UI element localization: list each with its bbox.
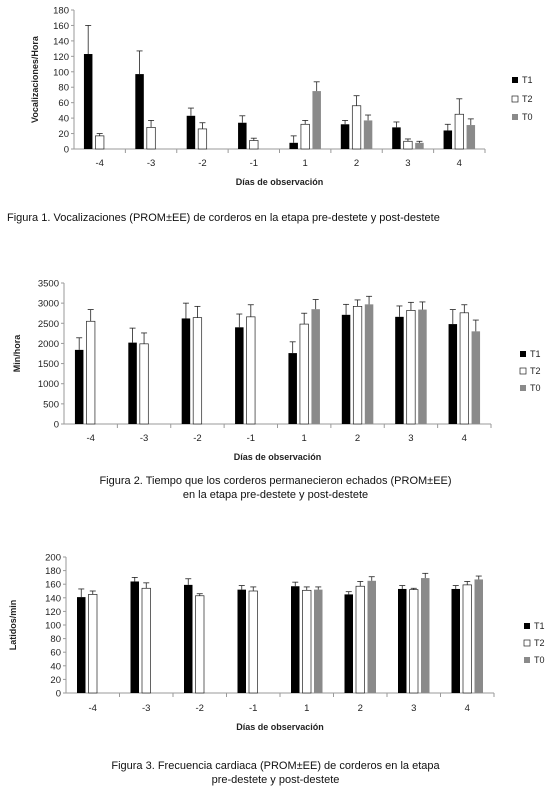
x-tick-label: -3: [142, 703, 151, 714]
bar-t1: [398, 589, 407, 693]
y-tick-label: 180: [53, 5, 69, 17]
y-tick-label: 80: [58, 82, 69, 94]
bar-t1: [184, 585, 193, 693]
x-tick-label: 1: [302, 158, 308, 169]
x-tick-label: 3: [408, 433, 414, 444]
bar-t2: [356, 586, 365, 693]
y-tick-label: 1500: [37, 359, 59, 371]
x-tick-label: 2: [354, 433, 361, 444]
y-tick-label: 40: [58, 113, 69, 125]
bar-t0: [368, 581, 377, 693]
bar-t1: [131, 581, 140, 693]
legend-swatch-t1: [524, 623, 530, 629]
x-axis-title: Días de observación: [233, 452, 322, 462]
y-tick-label: 0: [53, 419, 59, 431]
figure-3-caption: [0, 759, 551, 787]
y-axis-title: Vocalizaciones/Hora: [30, 36, 40, 123]
x-tick-label: -4: [86, 433, 95, 444]
x-tick-label: 1: [301, 433, 307, 444]
y-tick-label: 60: [50, 647, 61, 659]
bar-t2: [303, 590, 312, 693]
bar-t1: [291, 586, 300, 693]
legend-label-t0: T0: [534, 655, 545, 665]
y-tick-label: 40: [50, 661, 61, 673]
figure-3-caption-line-2: pre-destete y post-destete: [211, 774, 340, 786]
y-tick-label: 120: [45, 606, 61, 618]
legend-label-t0: T0: [530, 383, 541, 393]
y-tick-label: 100: [53, 67, 69, 79]
x-tick-label: -3: [139, 433, 149, 444]
x-tick-label: -2: [198, 158, 207, 169]
legend-label-t2: T2: [534, 638, 545, 648]
y-tick-label: 500: [43, 399, 59, 411]
y-tick-label: 20: [58, 129, 69, 141]
x-tick-label: 1: [304, 703, 310, 714]
bar-t2: [142, 588, 151, 693]
figure-1-caption: Figura 1. Vocalizaciones (PROM±EE) de corderos en la etapa pre-destete y post-destete: [7, 212, 440, 224]
x-tick-label: 4: [456, 158, 462, 169]
legend-label-t0: T0: [522, 112, 533, 122]
x-tick-label: -4: [95, 158, 104, 169]
x-tick-label: 4: [461, 433, 467, 444]
x-tick-label: -1: [246, 433, 256, 444]
legend-label-t1: T1: [530, 349, 541, 359]
legend-label-t1: T1: [522, 75, 533, 85]
y-tick-label: 60: [58, 98, 69, 110]
y-tick-label: 140: [53, 36, 69, 48]
y-tick-label: 160: [45, 579, 61, 591]
legend-label-t2: T2: [522, 94, 533, 104]
y-tick-label: 180: [45, 566, 61, 578]
legend-label-t1: T1: [534, 621, 545, 631]
bar-t1: [238, 590, 247, 693]
y-tick-label: 0: [63, 144, 69, 156]
x-tick-label: -2: [193, 433, 202, 444]
y-tick-label: 0: [55, 688, 61, 700]
y-axis-title: Latidos/min: [8, 599, 18, 651]
y-tick-label: 80: [50, 634, 61, 646]
x-tick-label: -3: [146, 158, 156, 169]
y-tick-label: 200: [45, 552, 61, 564]
x-tick-label: -1: [249, 158, 259, 169]
x-tick-label: 3: [411, 703, 417, 714]
bar-t0: [314, 590, 323, 693]
figure-2-caption-line-2: en la etapa pre-destete y post-destete: [182, 489, 369, 501]
x-tick-label: 3: [405, 158, 411, 169]
y-tick-label: 2500: [37, 318, 59, 330]
bar-t1: [77, 597, 86, 693]
x-tick-label: 2: [357, 703, 363, 714]
bar-t2: [410, 590, 419, 693]
bar-t2: [89, 594, 98, 693]
y-tick-label: 120: [53, 51, 69, 63]
y-tick-label: 3000: [37, 298, 59, 310]
x-axis-title: Días de observación: [236, 722, 324, 732]
figure-2-caption-line-1: Figura 2. Tiempo que los corderos permanecieron echados (PROM±EE): [99, 475, 452, 487]
y-tick-label: 20: [50, 674, 61, 686]
bar-t2: [196, 596, 205, 693]
bar-t2: [249, 591, 258, 693]
legend-swatch-t2: [524, 640, 530, 646]
x-tick-label: 2: [353, 158, 360, 169]
y-tick-label: 100: [45, 620, 61, 632]
y-tick-label: 3500: [37, 278, 59, 290]
legend-label-t2: T2: [530, 366, 541, 376]
bar-t0: [421, 578, 430, 693]
x-tick-label: -4: [88, 703, 97, 714]
x-axis-title: Días de observación: [235, 177, 324, 187]
x-tick-label: -2: [195, 703, 204, 714]
legend-swatch-t0: [524, 657, 530, 663]
y-axis-title: Min/hora: [12, 334, 22, 373]
bar-t0: [475, 579, 484, 693]
y-tick-label: 140: [45, 593, 61, 605]
x-tick-label: -1: [249, 703, 258, 714]
y-tick-label: 160: [53, 20, 69, 32]
bar-t2: [463, 585, 472, 693]
bar-t1: [345, 594, 354, 693]
y-tick-label: 2000: [37, 338, 59, 350]
y-tick-label: 1000: [37, 379, 59, 391]
x-tick-label: 4: [464, 703, 470, 714]
figure-3-caption-line-1: Figura 3. Frecuencia cardiaca (PROM±EE) de corderos en la etapa: [111, 760, 440, 772]
bar-t1: [452, 589, 461, 693]
